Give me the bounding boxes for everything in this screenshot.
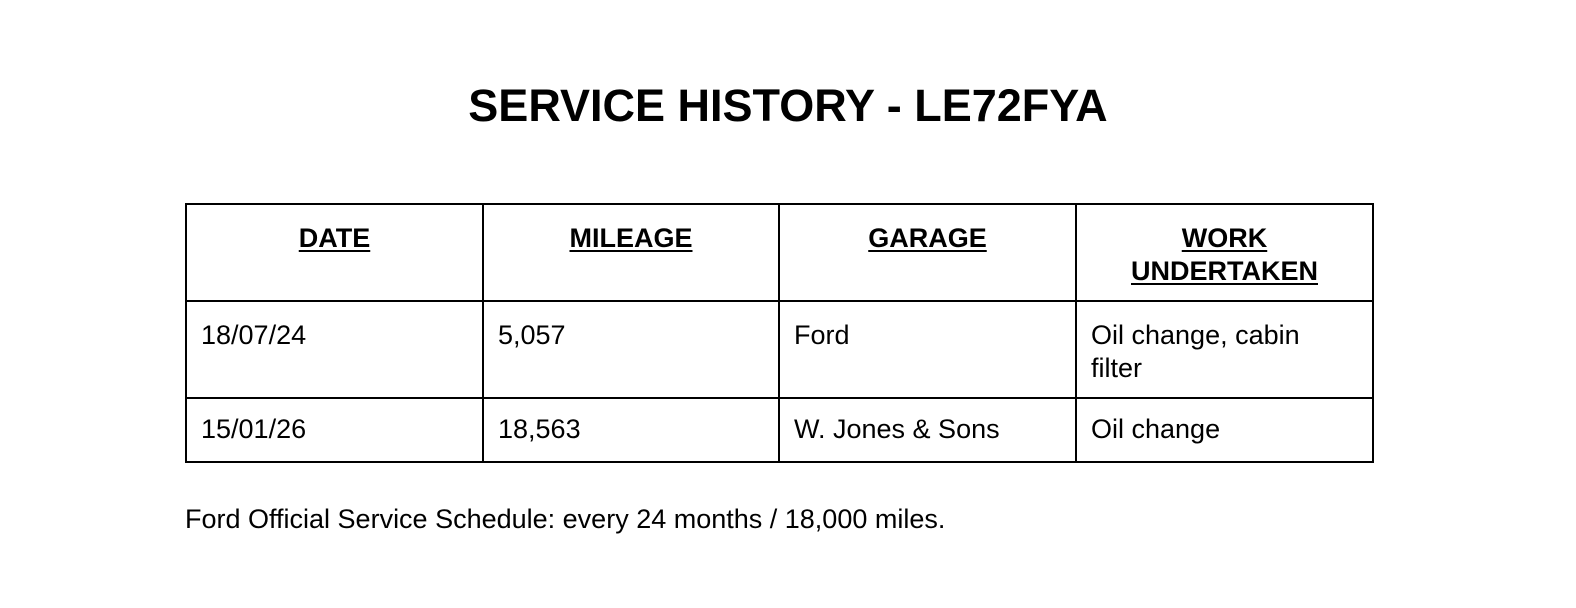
cell-work-undertaken: Oil change, cabin filter — [1076, 301, 1373, 398]
column-header-mileage: MILEAGE — [483, 204, 779, 301]
cell-date: 15/01/26 — [186, 398, 483, 462]
table-row — [186, 398, 1373, 462]
service-schedule-note: Ford Official Service Schedule: every 24 months / 18,000 miles. — [185, 504, 946, 534]
cell-garage: W. Jones & Sons — [779, 398, 1076, 462]
cell-mileage: 18,563 — [483, 398, 779, 462]
page-title: SERVICE HISTORY - LE72FYA — [468, 80, 1108, 131]
table-row — [186, 301, 1373, 398]
cell-garage: Ford — [779, 301, 1076, 398]
cell-mileage: 5,057 — [483, 301, 779, 398]
table-header-row — [186, 204, 1373, 301]
cell-date: 18/07/24 — [186, 301, 483, 398]
cell-work-undertaken: Oil change — [1076, 398, 1373, 462]
column-header-date: DATE — [186, 204, 483, 301]
service-history-table — [185, 203, 1374, 463]
column-header-work-undertaken: WORK UNDERTAKEN — [1076, 204, 1373, 301]
column-header-garage: GARAGE — [779, 204, 1076, 301]
